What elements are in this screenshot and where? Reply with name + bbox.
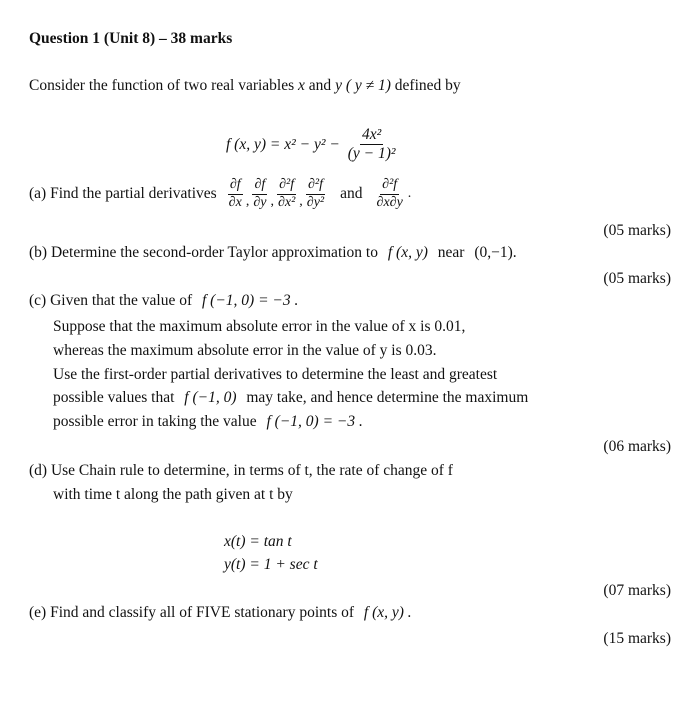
part-d-eq1: x(t) = tan t <box>224 533 292 550</box>
part-a-marks: (05 marks) <box>603 222 671 239</box>
derivative-fyy-num: ∂²f <box>306 178 325 195</box>
part-b-text: (b) Determine the second-order Taylor approximation to <box>29 244 378 261</box>
derivative-fxy-den: ∂x∂y <box>376 194 403 210</box>
part-c-line5 <box>53 389 528 407</box>
part-d-marks: (07 marks) <box>603 582 671 599</box>
derivative-fxx <box>276 178 297 210</box>
part-c-line6-text: possible error in taking the value <box>53 413 257 430</box>
part-b-func: f (x, y) <box>387 244 428 261</box>
intro-line <box>29 77 461 95</box>
part-c-line5-math: f (−1, 0) <box>184 389 237 406</box>
part-c-line3: whereas the maximum absolute error in the value of y is 0.03. <box>53 342 437 359</box>
question-title: Question 1 (Unit 8) – 38 marks <box>29 30 233 47</box>
part-b-marks: (05 marks) <box>603 270 671 287</box>
part-c-line2: Suppose that the maximum absolute error in the value of x is 0.01, <box>53 318 466 335</box>
function-lhs: f (x, y) = x² − y² − <box>226 135 340 153</box>
part-d-line1: (d) Use Chain rule to determine, in terms of t, the rate of change of f <box>29 462 453 479</box>
part-e-func: f (x, y) . <box>363 604 412 621</box>
part-b-near: near <box>437 244 465 261</box>
derivative-fx-num: ∂f <box>228 178 243 195</box>
part-c-line1 <box>29 292 298 310</box>
part-d-eq2: y(t) = 1 + sec t <box>224 556 318 573</box>
derivative-fyy-den: ∂y² <box>306 194 325 210</box>
part-b <box>29 244 517 262</box>
part-c-line5-text-a: possible values that <box>53 389 175 406</box>
derivative-fy <box>251 178 268 210</box>
intro-var-x: x <box>298 77 305 94</box>
derivative-fy-num: ∂f <box>252 178 267 195</box>
intro-text: Consider the function of two real variables <box>29 77 295 94</box>
derivative-fxy-num: ∂²f <box>380 178 399 195</box>
intro-tail: defined by <box>394 77 461 94</box>
part-c-line1-text: (c) Given that the value of <box>29 292 193 309</box>
derivative-fxx-num: ∂²f <box>277 178 296 195</box>
part-c-marks: (06 marks) <box>603 438 671 455</box>
derivative-fx-den: ∂x <box>228 194 242 210</box>
function-denominator: (y − 1)² <box>347 145 396 163</box>
intro-and: and <box>308 77 332 94</box>
part-a: (a) Find the partial derivatives $\frac{\partial f}{\partial x}$ , $\frac{\partial f}{\partial y}$ , $\frac{\text{∂²f}}{\text{∂x²}}$ , $\frac{\text{∂²f}}{\text{∂y²}}$ and $\frac{\text{∂²f}}{\partial x\partial y}$ . <box>29 176 412 210</box>
part-e <box>29 604 412 622</box>
part-c-line4: Use the first-order partial derivatives to determine the least and greatest <box>53 366 498 383</box>
function-fraction <box>346 127 398 163</box>
derivative-fx <box>227 178 244 210</box>
derivative-fyy <box>305 178 326 210</box>
part-c-line6-math: f (−1, 0) = −3 . <box>266 413 363 430</box>
part-d-line2: with time t along the path given at t by <box>53 486 293 503</box>
derivative-fxx-den: ∂x² <box>277 194 296 210</box>
part-b-point: (0,−1). <box>474 244 517 261</box>
part-a-label: (a) Find the partial derivatives <box>29 185 217 202</box>
part-c-line6 <box>53 413 363 431</box>
part-c-line5-text-b: may take, and hence determine the maximum <box>246 389 529 406</box>
part-c-line1-math: f (−1, 0) = −3 . <box>202 292 299 309</box>
intro-var-y: y <box>335 77 342 94</box>
function-definition <box>226 127 400 163</box>
part-e-text: (e) Find and classify all of FIVE stationary points of <box>29 604 355 621</box>
part-e-marks: (15 marks) <box>603 630 671 647</box>
derivative-fxy <box>375 178 405 210</box>
derivative-fy-den: ∂y <box>253 194 267 210</box>
function-numerator: 4x² <box>360 127 383 145</box>
part-a-and: and <box>340 185 363 202</box>
intro-condition: ( y ≠ 1) <box>345 77 391 94</box>
